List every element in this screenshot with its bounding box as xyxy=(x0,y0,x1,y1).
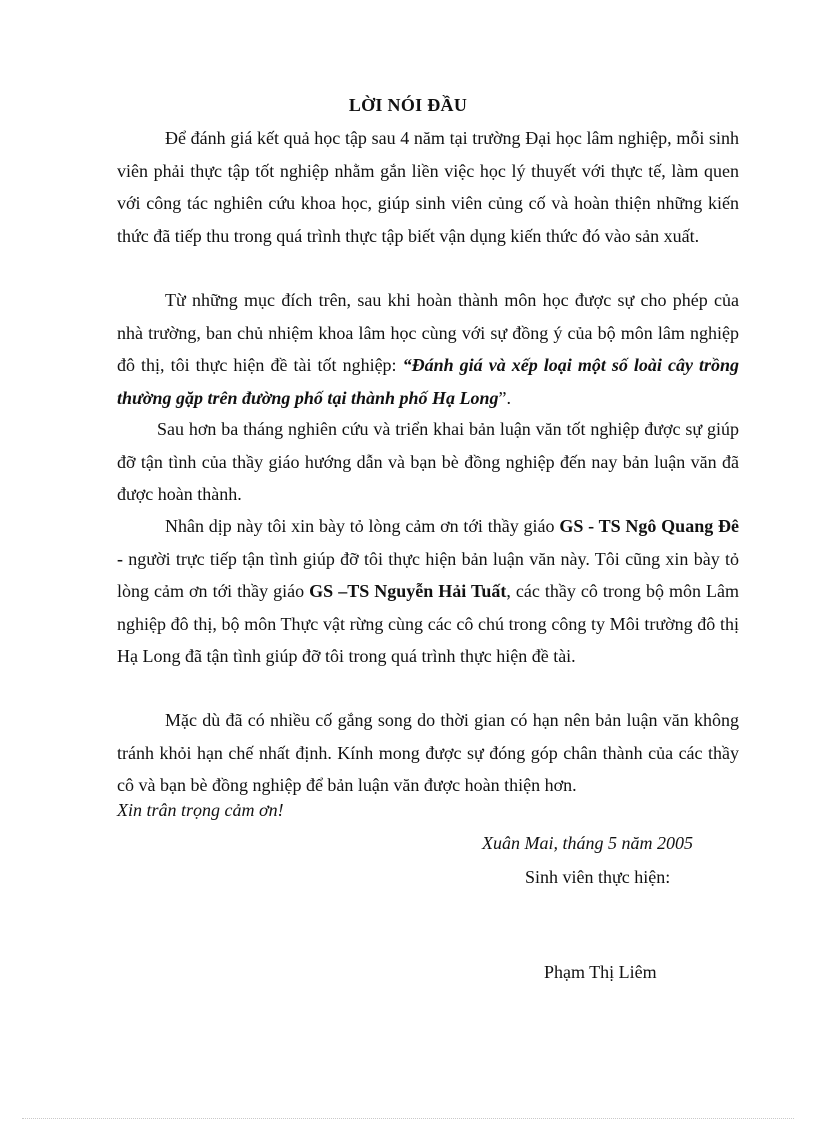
second-advisor-name: GS –TS Nguyễn Hải Tuất xyxy=(309,581,507,601)
paragraph-limitations: Mặc dù đã có nhiều cố gắng song do thời gian có hạn nên bản luận văn không tránh khỏi hạn chế nhất định. Kính mong được sự đóng góp chân thành của các thầy cô và bạn bè đồng nghiệp để bản luận văn được hoàn thiện hơn. xyxy=(117,710,739,795)
document-title: LỜI NÓI ĐẦU xyxy=(348,95,468,115)
ack-text-2: người trực tiếp tận tình giúp đỡ tôi thực hiện bản luận văn này. Tôi cũng xin bày tỏ lòng cảm ơn tới thầy giáo xyxy=(117,548,739,601)
place-date: Xuân Mai, tháng 5 năm 2005 xyxy=(482,833,693,853)
paragraph-topic-end: ”. xyxy=(498,387,511,408)
paragraph-topic xyxy=(117,284,739,414)
ack-text-3: , các thầy cô trong bộ môn Lâm nghiệp đô thị, bộ môn Thực vật rừng cùng các cô chú trong công ty Môi trường đô thị Hạ Long đã tận tình giúp đỡ tôi trong quá trình thực hiện đề tài. xyxy=(117,581,739,666)
advisor-name: GS - TS Ngô Quang Đê - xyxy=(117,516,739,569)
page-bottom-divider xyxy=(22,1118,794,1119)
paragraph-completion: Sau hơn ba tháng nghiên cứu và triển khai bản luận văn tốt nghiệp được sự giúp đỡ tận tình của thầy giáo hướng dẫn và bạn bè đồng nghiệp đến nay bản luận văn đã được hoàn thành. xyxy=(117,419,739,504)
thesis-topic-title: “Đánh giá và xếp loại một số loài cây trồng thường gặp trên đường phố tại thành phố Hạ Long xyxy=(117,355,739,408)
paragraph-purpose: Để đánh giá kết quả học tập sau 4 năm tại trường Đại học lâm nghiệp, mỗi sinh viên phải thực tập tốt nghiệp nhằm gắn liền việc học lý thuyết với thực tế, làm quen với công tác nghiên cứu khoa học, giúp sinh viên củng cố và hoàn thiện những kiến thức đã tiếp thu trong quá trình thực tập biết vận dụng kiến thức đó vào sản xuất. xyxy=(117,128,739,246)
paragraph-topic-intro: Từ những mục đích trên, sau khi hoàn thành môn học được sự cho phép của nhà trường, ban chủ nhiệm khoa lâm học cùng với sự đồng ý của bộ môn lâm nghiệp đô thị, tôi thực hiện đề tài tốt nghiệp: xyxy=(117,290,739,375)
paragraph-acknowledgement xyxy=(117,510,739,673)
closing-thanks: Xin trân trọng cảm ơn! xyxy=(117,800,284,820)
signer-role: Sinh viên thực hiện: xyxy=(525,867,671,887)
author-name: Phạm Thị Liêm xyxy=(544,962,657,982)
ack-text-1: Nhân dịp này tôi xin bày tỏ lòng cảm ơn tới thầy giáo xyxy=(165,516,560,536)
